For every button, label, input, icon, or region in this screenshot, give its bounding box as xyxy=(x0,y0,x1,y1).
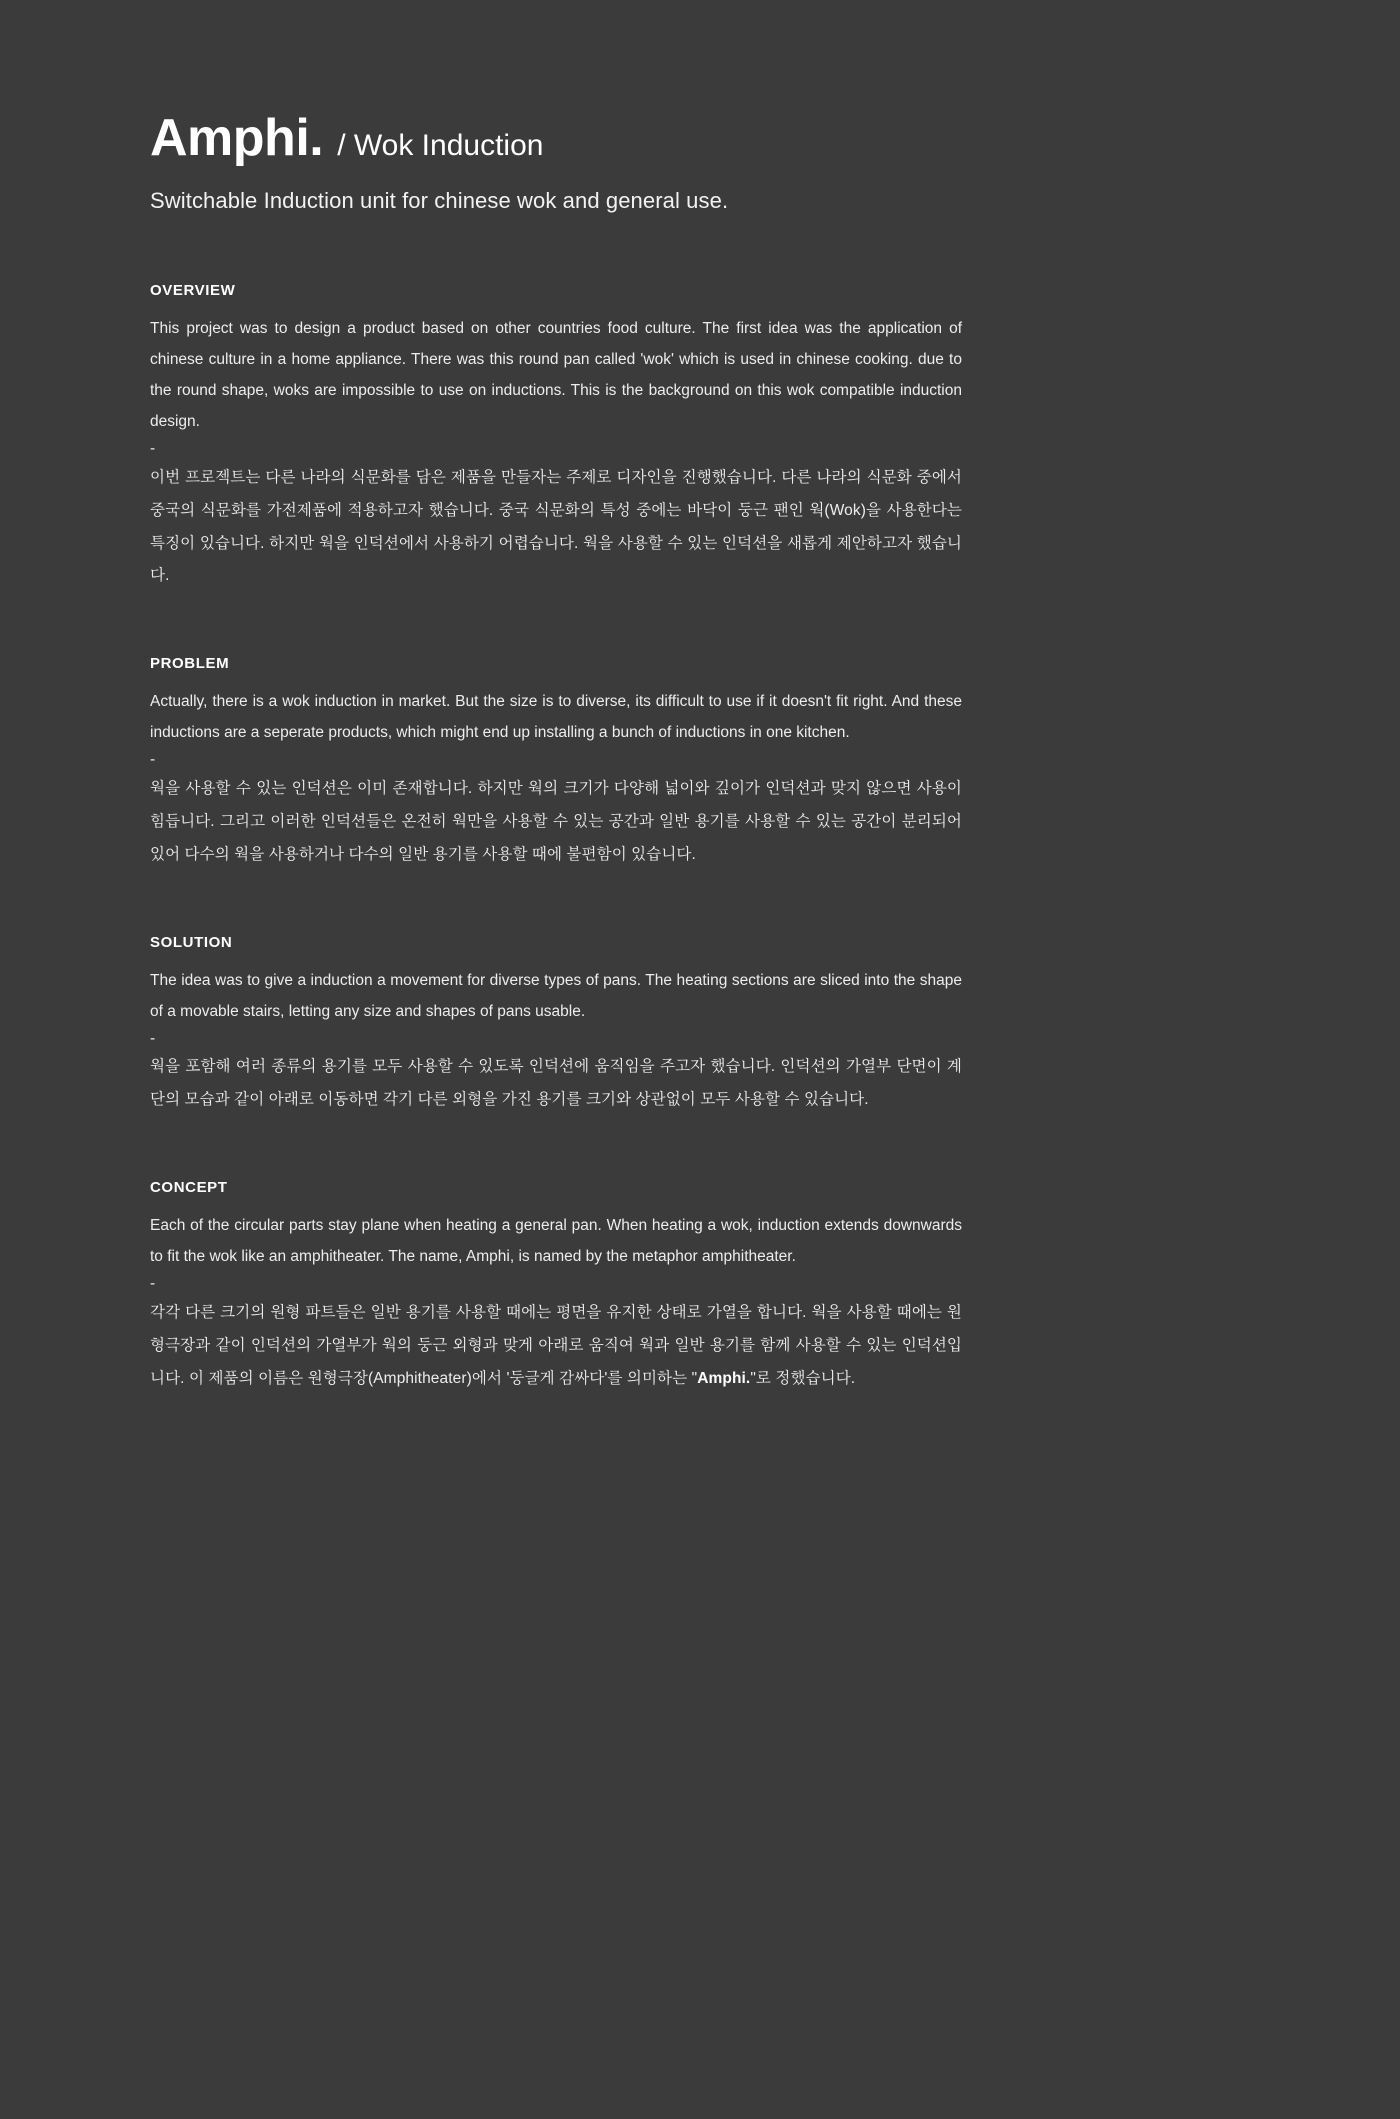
section-concept-ko-part2: "로 정했습니다. xyxy=(750,1369,856,1387)
brand-subtitle: / Wok Induction xyxy=(337,129,544,162)
section-concept xyxy=(150,1179,960,1395)
tagline: Switchable Induction unit for chinese wok and general use. xyxy=(150,188,729,213)
section-solution-text-en: The idea was to give a induction a movement for diverse types of pans. The heating sections are sliced into the shape of a movable stairs, letting any size and shapes of pans usable. xyxy=(150,971,962,1020)
section-title-problem: PROBLEM xyxy=(150,655,230,673)
section-problem xyxy=(150,655,960,871)
section-concept-text-en: Each of the circular parts stay plane when heating a general pan. When heating a wok, induction extends downwards to fit the wok like an amphitheater. The name, Amphi, is named by the metaphor amphitheater. xyxy=(150,1217,962,1266)
section-concept-text-ko xyxy=(150,1297,962,1396)
section-solution xyxy=(150,934,960,1118)
section-problem-text-ko: 웍을 사용할 수 있는 인덕션은 이미 존재합니다. 하지만 웍의 크기가 다양해 넓이와 깊이가 인덕션과 맞지 않으면 사용이 힘듭니다. 그리고 이러한 인덕션들은 온전히 웍만을 사용할 수 있는 공간과 일반 용기를 사용할 수 있는 공간이 분리되어있어 다수의 웍을 사용하거나 다수의 일반 용기를 사용할 때에 불편함이 있습니다. xyxy=(150,780,962,863)
section-overview-divider: - xyxy=(150,440,156,457)
brand-name: Amphi. xyxy=(150,109,324,167)
section-title-concept: CONCEPT xyxy=(150,1179,228,1197)
section-concept-ko-part1: 각각 다른 크기의 원형 파트들은 일반 용기를 사용할 때에는 평면을 유지한 상태로 가열을 합니다. 웍을 사용할 때에는 원형극장과 같이 인덕션의 가열부가 웍의 둥근 외형과 맞게 아래로 움직여 웍과 일반 용기를 함께 사용할 수 있는 인덕션입니다. 이 제품의 이름은 원형극장(Amphitheater)에서 '둥글게 감싸다'를 의미하는 " xyxy=(150,1303,962,1387)
section-problem-text-en: Actually, there is a wok induction in market. But the size is to diverse, its difficult to use if it doesn't fit right. And these inductions are a seperate products, which might end up installing a bunch of inductions in one kitchen. xyxy=(150,693,962,742)
content-column xyxy=(150,109,962,1618)
section-overview-text-en: This project was to design a product based on other countries food culture. The first idea was the application of chinese culture in a home appliance. There was this round pan called 'wok' which is used in chinese cooking. due to the round shape, woks are impossible to use on inductions. This is the background on this wok compatible induction design. xyxy=(150,320,962,430)
page-title xyxy=(150,109,960,167)
section-solution-divider: - xyxy=(150,1029,156,1047)
bottom-spacer xyxy=(150,1458,960,1618)
section-title-solution: SOLUTION xyxy=(150,933,233,951)
section-solution-text-ko: 웍을 포함해 여러 종류의 용기를 모두 사용할 수 있도록 인덕션에 움직임을 주고자 했습니다. 인덕션의 가열부 단면이 계단의 모습과 같이 아래로 이동하면 각기 다른 외형을 가진 용기를 크기와 상관없이 모두 사용할 수 있습니다. xyxy=(150,1058,962,1109)
section-title-overview: OVERVIEW xyxy=(150,282,236,299)
section-overview-text-ko: 이번 프로젝트는 다른 나라의 식문화를 담은 제품을 만들자는 주제로 디자인을 진행했습니다. 다른 나라의 식문화 중에서 중국의 식문화를 가전제품에 적용하고자 했습니다. 중국 식문화의 특성 중에는 바닥이 둥근 팬인 웍(Wok)을 사용한다는 특징이 있습니다. 하지만 웍을 인덕션에서 사용하기 어렵습니다. 웍을 사용할 수 있는 인덕션을 새롭게 제안하고자 했습니다. xyxy=(150,468,962,585)
section-concept-ko-brand: Amphi. xyxy=(697,1369,751,1387)
section-overview xyxy=(150,282,960,593)
section-concept-divider: - xyxy=(150,1275,156,1293)
section-problem-divider: - xyxy=(150,751,156,769)
